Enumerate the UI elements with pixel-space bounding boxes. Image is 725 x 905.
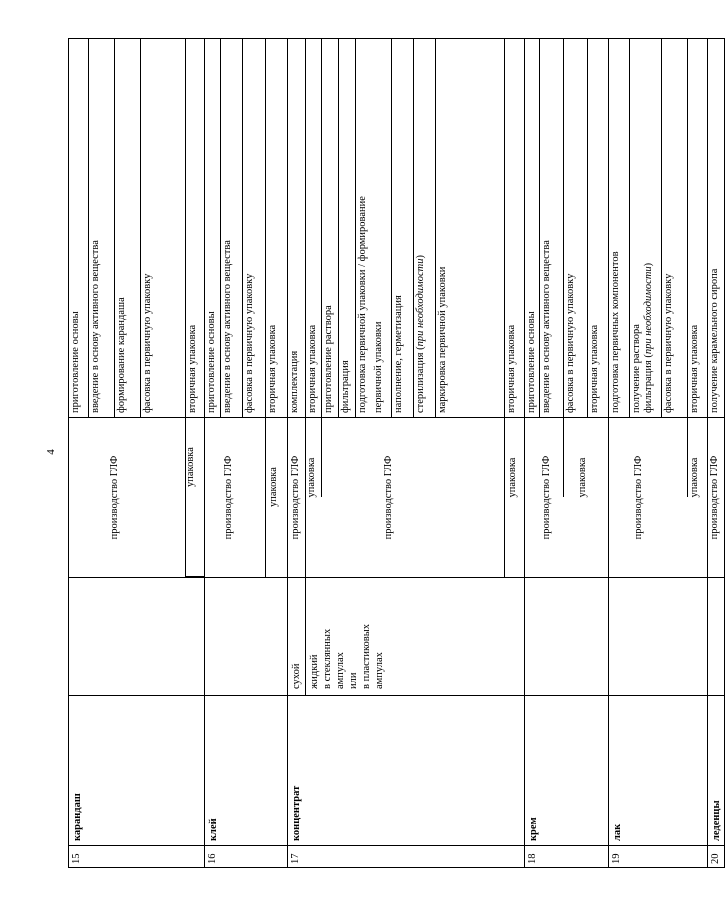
operation: введение в основу активного вещества [539,39,554,417]
table-row [707,38,724,868]
product-name: леденцы [711,800,722,841]
operation: фильтрация [338,39,353,417]
operation: вторичная упаковка [305,39,320,417]
operation: фасовка в первичную упаковку [242,39,257,417]
row-number: 16 [207,853,218,864]
stage-label: производство ГЛФ [223,455,234,540]
stage-label: упаковка [268,467,279,507]
stage-label: производство ГЛФ [541,455,552,540]
operation: получение карамельного сиропа [709,268,720,413]
operation: приготовление основы [206,311,217,413]
table-row [204,38,287,868]
operation: приготовление основы [70,311,81,413]
row-number: 15 [71,853,82,864]
page-number: 4 [44,449,57,455]
operation: фильтрация (при необходимости) [643,262,654,413]
operation: приготовление основы [526,311,537,413]
stage-label: производство ГЛФ [109,455,120,540]
product-name: лак [612,823,623,841]
table-row [287,38,524,868]
stage-label: упаковка [306,457,317,498]
stage-label: производство ГЛФ [290,455,301,540]
operation: первичной упаковки [373,321,384,413]
operation: фасовка в первичную упаковку [140,39,155,417]
product-name: крем [528,817,539,841]
product-name: карандаш [72,793,83,841]
operation: наполнение, герметизация [391,39,406,417]
stage-label: упаковка [577,457,588,498]
table-row [608,38,707,868]
product-name: концентрат [291,785,302,841]
table-row [524,38,608,868]
stage-label: упаковка [185,447,196,487]
operation: стерилизация (при необходимости) [413,39,428,417]
row-number: 20 [710,853,721,864]
form-liquid: жидкий в стеклянных ампулах или в пластиковых ампулах [309,623,385,689]
operation: фасовка в первичную упаковку [563,39,578,417]
operation: вторичная упаковка [687,39,702,417]
table-row [68,38,204,868]
operation: формирование карандаша [114,39,129,417]
operation: подготовка первичной упаковки / формирование [355,39,370,417]
row-number: 19 [611,853,622,864]
operation: введение в основу активного вещества [220,39,235,417]
production-stages-table [68,38,722,868]
stage-label: производство ГЛФ [709,455,720,540]
product-name: клей [208,818,219,841]
operation: вторичная упаковка [504,39,519,417]
operation: вторичная упаковка [587,39,602,417]
operation: вторичная упаковка [185,39,200,417]
stage-label: упаковка [507,457,518,498]
stage-label: упаковка [689,457,700,498]
row-number: 17 [290,853,301,864]
row-number: 18 [527,853,538,864]
operation: получение раствора [629,39,644,417]
stage-label: производство ГЛФ [383,455,394,540]
operation: введение в основу активного вещества [88,39,103,417]
operation: подготовка первичных компонентов [610,251,621,413]
form-dry: сухой [291,663,302,689]
stage-label: производство ГЛФ [633,455,644,540]
operation: комплектация [289,350,300,413]
operation: фасовка в первичную упаковку [661,39,676,417]
operation: маркировка первичной упаковки [435,39,450,417]
operation: вторичная упаковка [265,39,280,417]
operation: приготовление раствора [321,39,336,417]
